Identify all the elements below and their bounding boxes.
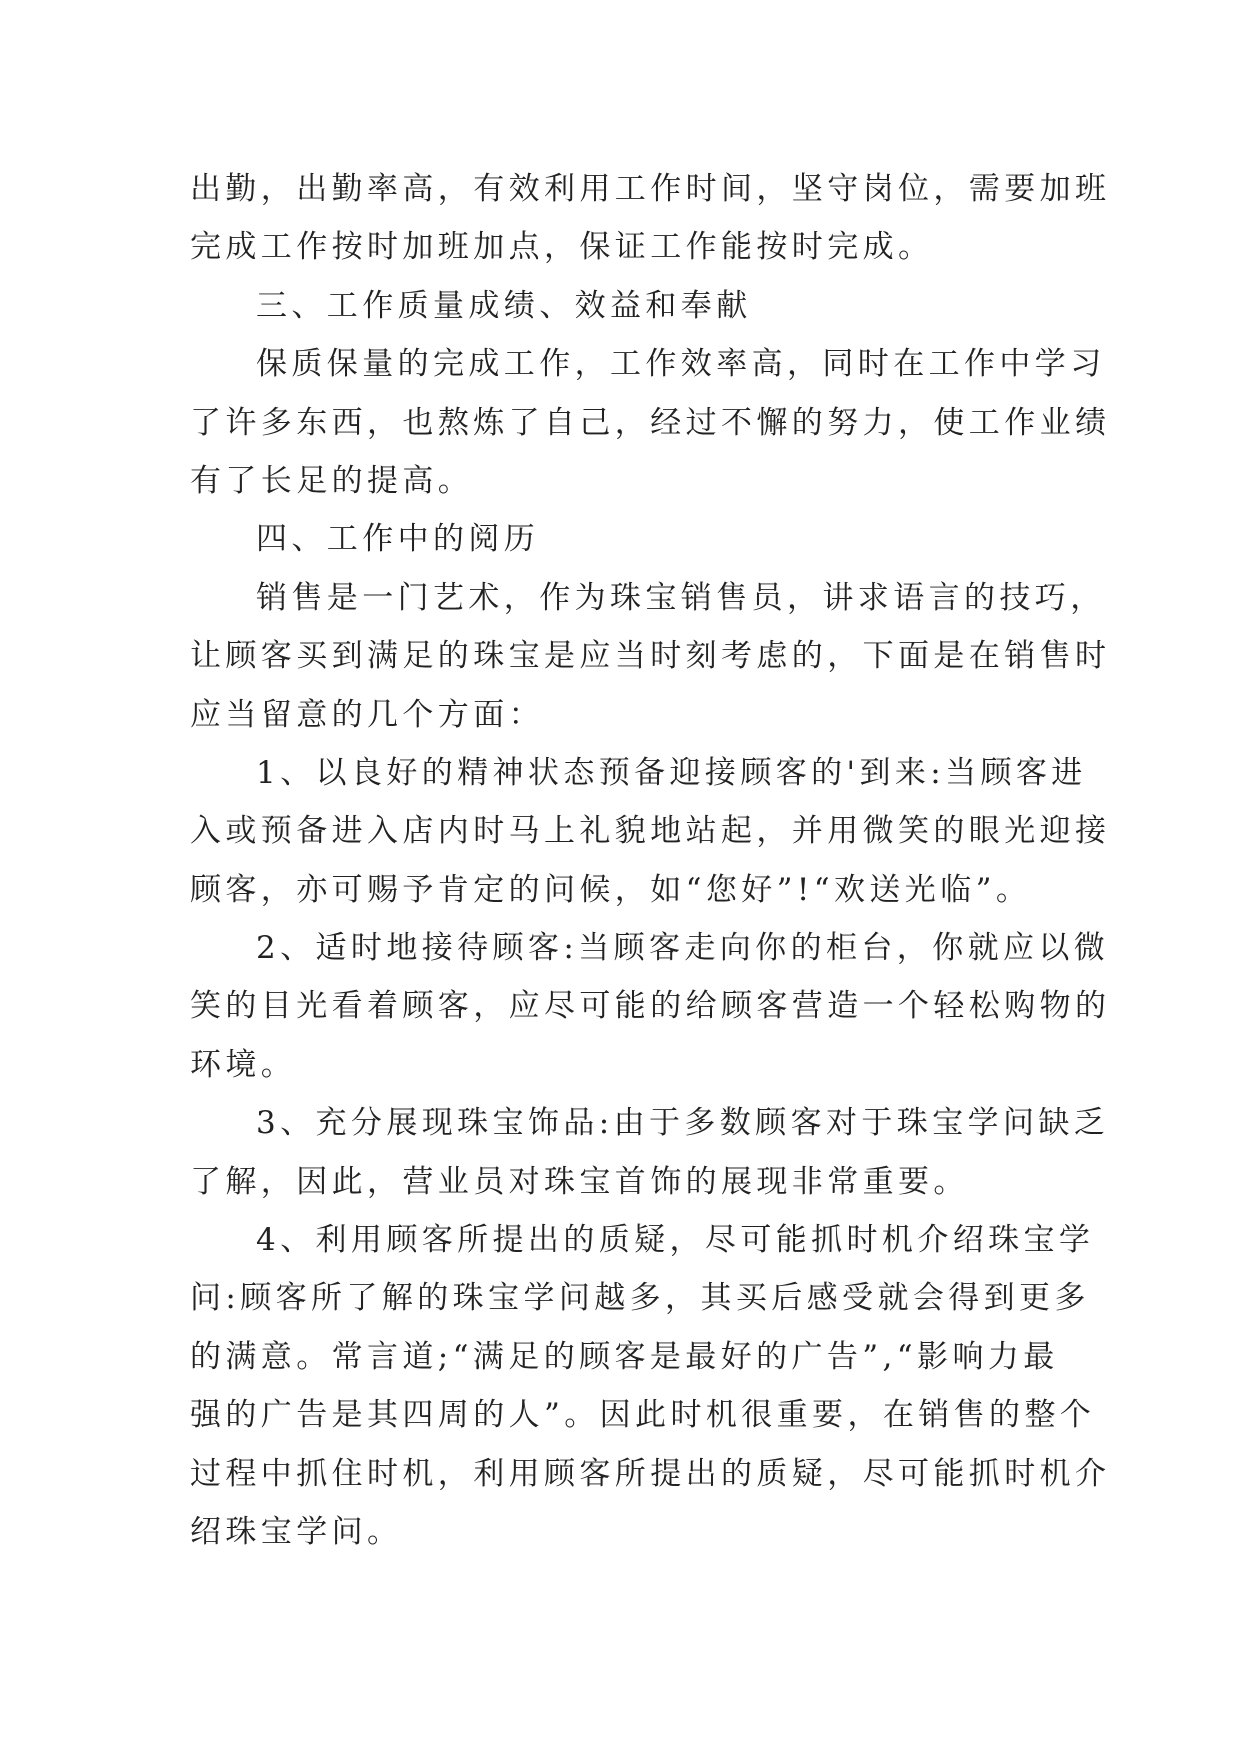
text-line: 强的广告是其四周的人”。因此时机很重要，在销售的整个	[190, 1397, 1096, 1434]
text-line: 应当留意的几个方面：	[190, 696, 544, 733]
text-line: 让顾客买到满足的珠宝是应当时刻考虑的，下面是在销售时	[190, 638, 1111, 675]
text-line: 顾客，亦可赐予肯定的问候，如“您好”!“欢送光临”。	[190, 871, 1032, 908]
text-line: 完成工作按时加班加点，保证工作能按时完成。	[190, 229, 934, 266]
section-heading: 四、工作中的阅历	[256, 521, 540, 558]
text-line: 的满意。常言道;“满足的顾客是最好的广告”,“影响力最	[190, 1338, 1059, 1375]
text-line: 了许多东西，也熬炼了自己，经过不懈的努力，使工作业绩	[190, 404, 1111, 441]
text-line: 笑的目光看着顾客，应尽可能的给顾客营造一个轻松购物的	[190, 988, 1111, 1025]
text-line: 环境。	[190, 1046, 297, 1083]
text-line: 出勤，出勤率高，有效利用工作时间，坚守岗位，需要加班	[190, 171, 1111, 207]
text-line: 有了长足的提高。	[190, 462, 474, 499]
text-line: 销售是一门艺术，作为珠宝销售员，讲求语言的技巧，	[256, 579, 1106, 616]
list-item-line: 2、适时地接待顾客:当顾客走向你的柜台，你就应以微	[256, 930, 1110, 967]
text-line: 保质保量的完成工作，工作效率高，同时在工作中学习	[256, 346, 1106, 383]
list-item-line: 3、充分展现珠宝饰品:由于多数顾客对于珠宝学问缺乏	[256, 1105, 1110, 1142]
document-body	[190, 160, 1111, 1561]
text-line: 入或预备进入店内时马上礼貌地站起，并用微笑的眼光迎接	[190, 813, 1111, 850]
text-line: 了解，因此，营业员对珠宝首饰的展现非常重要。	[190, 1163, 969, 1200]
text-line: 问:顾客所了解的珠宝学问越多，其买后感受就会得到更多	[190, 1280, 1090, 1317]
list-item-line: 1、以良好的精神状态预备迎接顾客的'到来:当顾客进	[256, 754, 1087, 791]
text-line: 过程中抓住时机，利用顾客所提出的质疑，尽可能抓时机介	[190, 1455, 1111, 1492]
section-heading: 三、工作质量成绩、效益和奉献	[256, 287, 752, 324]
list-item-line: 4、利用顾客所提出的质疑，尽可能抓时机介绍珠宝学	[256, 1222, 1095, 1259]
text-line: 绍珠宝学问。	[190, 1513, 403, 1550]
